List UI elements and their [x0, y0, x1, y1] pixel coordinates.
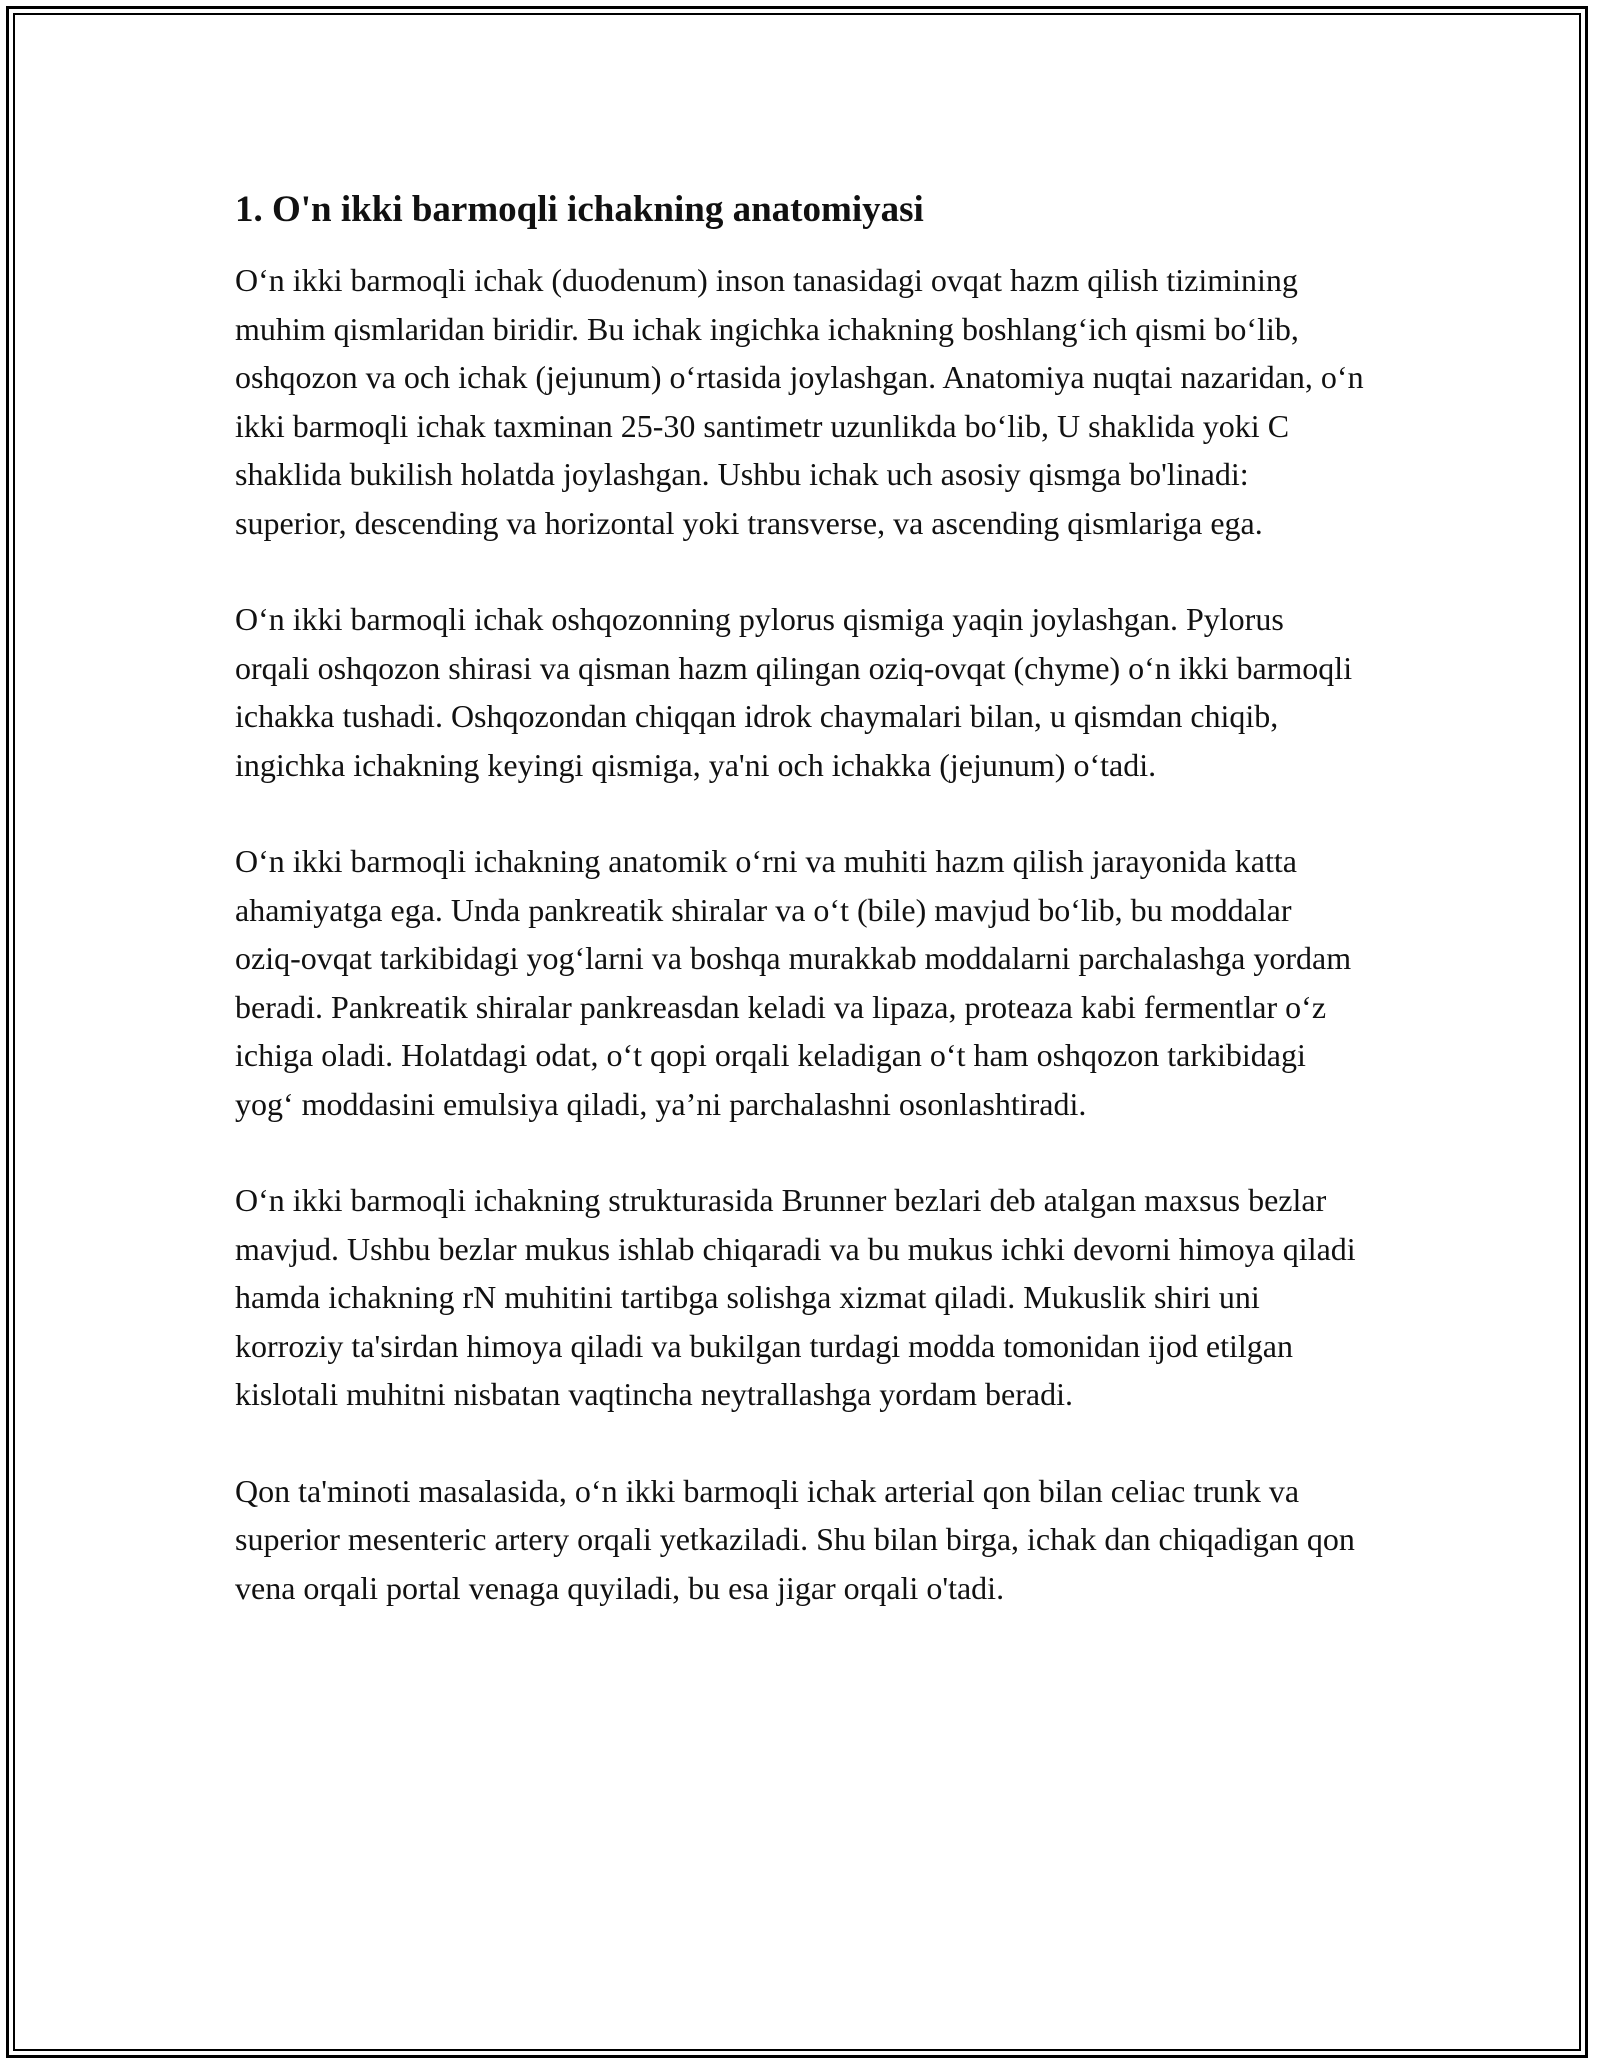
paragraph-pylorus: O‘n ikki barmoqli ichak oshqozonning pylorus qismiga yaqin joylashgan. Pylorus orqali oshqozon shirasi va qisman hazm qilingan oziq-ovqat (chyme) o‘n ikki barmoqli ichakka tushadi. Oshqozondan chiqqan idrok chaymalari bilan, u qismdan chiqib, ingichka ichakning keyingi qismiga, ya'ni och ichakka (jejunum) o‘tadi.: [235, 601, 1353, 783]
paragraph-brunner-glands: O‘n ikki barmoqli ichakning strukturasida Brunner bezlari deb atalgan maxsus bezlar mavjud. Ushbu bezlar mukus ishlab chiqaradi va bu mukus ichki devorni himoya qiladi hamda ichakning rN muhitini tartibga solishga xizmat qiladi. Mukuslik shiri uni korroziy ta'sirdan himoya qiladi va bukilgan turdagi modda tomonidan ijod etilgan kislotali muhitni nisbatan vaqtincha neytrallashga yordam beradi.: [235, 1182, 1356, 1412]
paragraph-digestive-role: O‘n ikki barmoqli ichakning anatomik o‘rni va muhiti hazm qilish jarayonida katta ahamiyatga ega. Unda pankreatik shiralar va o‘t (bile) mavjud bo‘lib, bu moddalar oziq-ovqat tarkibidagi yog‘larni va boshqa murakkab moddalarni parchalashga yordam beradi. Pankreatik shiralar pankreasdan keladi va lipaza, proteaza kabi fermentlar o‘z ichiga oladi. Holatdagi odat, o‘t qopi orqali keladigan o‘t ham oshqozon tarkibidagi yog‘ moddasini emulsiya qiladi, ya’ni parchalashni osonlashtiradi.: [235, 843, 1352, 1122]
paragraph-blood-supply: Qon ta'minoti masalasida, o‘n ikki barmoqli ichak arterial qon bilan celiac trunk va superior mesenteric artery orqali yetkaziladi. Shu bilan birga, ichak dan chiqadigan qon vena orqali portal venaga quyiladi, bu esa jigar orqali o'tadi.: [235, 1472, 1355, 1606]
paragraph-anatomy-intro: O‘n ikki barmoqli ichak (duodenum) inson tanasidagi ovqat hazm qilish tizimining muhim qismlaridan biridir. Bu ichak ingichka ichakning boshlang‘ich qismi bo‘lib, oshqozon va och ichak (jejunum) o‘rtasida joylashgan. Anatomiya nuqtai nazaridan, o‘n ikki barmoqli ichak taxminan 25-30 santimetr uzunlikda bo‘lib, U shaklida yoki C shaklida bukilish holatda joylashgan. Ushbu ichak uch asosiy qismga bo'linadi: superior, descending va horizontal yoki transverse, va ascending qismlariga ega.: [235, 262, 1364, 541]
document-body: [235, 186, 1365, 1612]
section-title: 1. O'n ikki barmoqli ichakning anatomiyasi: [235, 189, 924, 230]
